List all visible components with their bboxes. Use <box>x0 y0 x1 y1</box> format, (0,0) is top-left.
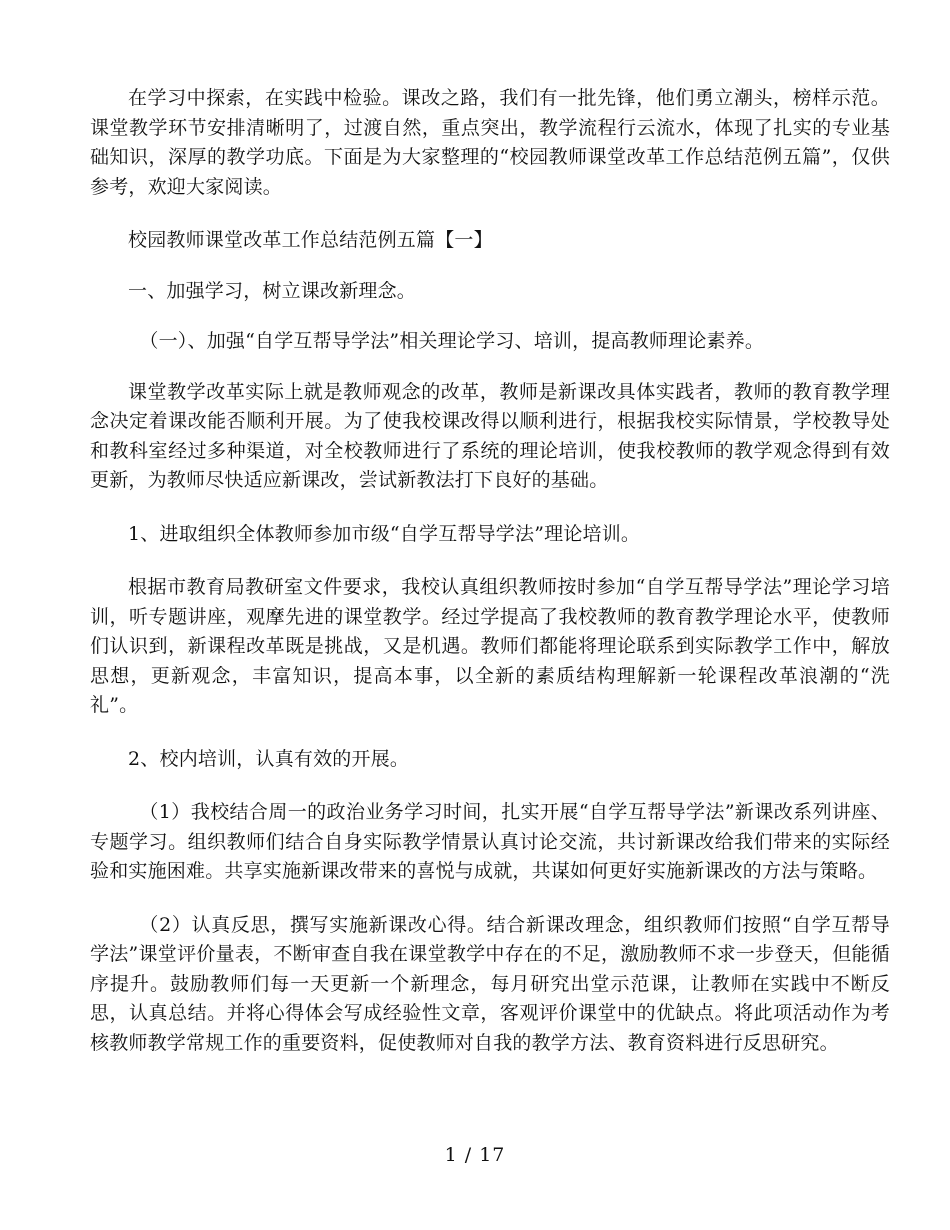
paragraph-4: （2）认真反思，撰写实施新课改心得。结合新课改理念，组织教师们按照“自学互帮导学法”课堂评价量表，不断审查自我在课堂教学中存在的不足，激励教师不求一步登天，但能循序提升。鼓励教师们每一天更新一个新理念，每月研究出堂示范课，让教师在实践中不断反思，认真总结。并将心得体会写成经验性文章，客观评价课堂中的优缺点。将此项活动作为考核教师教学常规工作的重要资料，促使教师对自我的教学方法、教育资料进行反思研究。 <box>90 913 890 1054</box>
page-number: 1 / 17 <box>444 1144 506 1166</box>
document-body <box>90 84 890 1058</box>
paragraph-2: 根据市教育局教研室文件要求，我校认真组织教师按时参加“自学互帮导学法”理论学习培训，听专题讲座，观摩先进的课堂教学。经过学提高了我校教师的教育教学理论水平，使教师们认识到，新课程改革既是挑战，又是机遇。教师们都能将理论联系到实际教学工作中，解放思想，更新观念，丰富知识，提高本事，以全新的素质结构理解新一轮课程改革浪潮的“洗礼”。 <box>90 576 890 716</box>
paragraph-1: 课堂教学改革实际上就是教师观念的改革，教师是新课改具体实践者，教师的教育教学理念决定着课改能否顺利开展。为了使我校课改得以顺利进行，根据我校实际情景，学校教导处和教科室经过多种渠道，对全校教师进行了系统的理论培训，使我校教师的教学观念得到有效更新，为教师尽快适应新课改，尝试新教法打下良好的基础。 <box>90 380 890 491</box>
paragraph-3: （1）我校结合周一的政治业务学习时间，扎实开展“自学互帮导学法”新课改系列讲座、专题学习。组织教师们结合自身实际教学情景认真讨论交流，共讨新课改给我们带来的实际经验和实施困难。共享实施新课改带来的喜悦与成就，共谋如何更好实施新课改的方法与策略。 <box>90 801 890 882</box>
intro-paragraph: 在学习中探索，在实践中检验。课改之路，我们有一批先锋，他们勇立潮头，榜样示范。课堂教学环节安排清晰明了，过渡自然，重点突出，教学流程行云流水，体现了扎实的专业基础知识，深厚的教学功底。下面是为大家整理的“校园教师课堂改革工作总结范例五篇”，仅供参考，欢迎大家阅读。 <box>90 87 890 198</box>
item-2: 2、校内培训，认真有效的开展。 <box>128 747 410 770</box>
heading-1-1: （一）、加强“自学互帮导学法”相关理论学习、培训，提高教师理论素养。 <box>139 330 765 352</box>
section-title: 校园教师课堂改革工作总结范例五篇【一】 <box>128 229 493 251</box>
item-1: 1、进取组织全体教师参加市级“自学互帮导学法”理论培训。 <box>128 522 641 545</box>
heading-1: 一、加强学习，树立课改新理念。 <box>128 279 417 302</box>
